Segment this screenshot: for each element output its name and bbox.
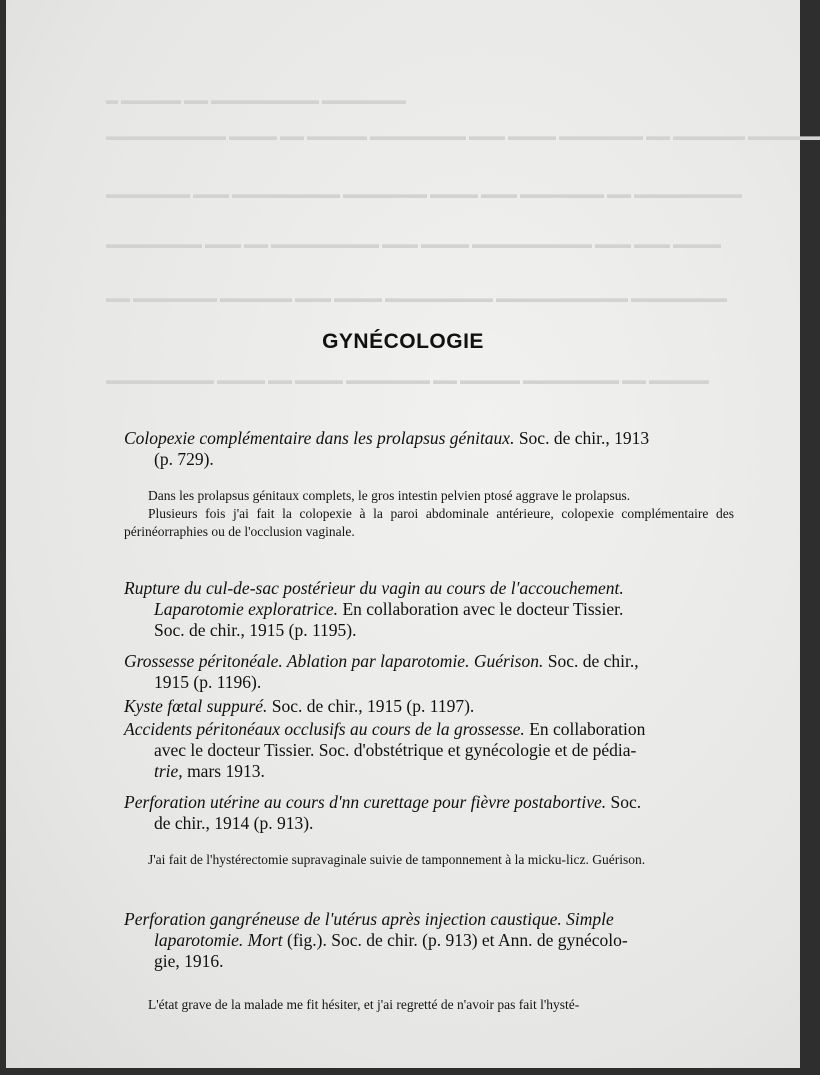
bleed-through: ▬▬▬▬▬▬▬▬▬▬ ▬▬▬▬ ▬▬ ▬▬▬▬▬ ▬▬▬▬▬▬▬▬ ▬▬▬ ▬▬▬▬ ▬▬▬▬▬▬▬ ▬▬ ▬▬▬▬▬▬ ▬▬▬▬▬▬ <box>106 129 820 143</box>
entry-title: Perforation utérine au cours d'nn curettage pour fièvre postabortive. <box>124 792 607 812</box>
entry-title: Colopexie complémentaire dans les prolapsus génitaux. <box>124 428 515 448</box>
description-paragraph: L'état grave de la malade me fit hésiter, et j'ai regretté de n'avoir pas fait l'hysté- <box>148 997 580 1012</box>
entry-title: Kyste fœtal suppuré. <box>124 696 268 716</box>
bleed-through: ▬▬▬▬▬▬▬ ▬▬▬ ▬▬▬▬▬▬▬▬▬ ▬▬▬▬▬▬▬ ▬▬▬▬ ▬▬▬ ▬▬▬▬▬▬▬ ▬▬ ▬▬▬▬▬▬▬▬▬ <box>106 187 742 201</box>
bibliography-entry <box>124 651 734 693</box>
entry-reference: Soc. de chir., 1913 <box>514 428 650 448</box>
entry-description <box>124 851 734 869</box>
entry-reference: Soc. <box>606 792 642 812</box>
entry-reference: Soc. de chir., <box>543 651 639 671</box>
entry-reference-cont: de chir., 1914 (p. 913). <box>154 813 314 833</box>
entry-line <box>124 599 734 620</box>
entry-description <box>124 487 734 541</box>
bibliography-entry <box>124 428 734 470</box>
bleed-through: ▬▬ ▬▬▬▬▬▬▬ ▬▬▬▬▬▬ ▬▬▬ ▬▬▬▬ ▬▬▬▬▬▬▬▬▬ ▬▬▬▬▬▬▬▬▬▬▬ ▬▬▬▬▬▬▬▬ <box>106 291 727 305</box>
description-paragraph: J'ai fait de l'hystérectomie supravaginale suivie de tamponnement à la micku-licz. Guérison. <box>148 852 646 867</box>
entry-title: Accidents péritonéaux occlusifs au cours de la grossesse. <box>124 719 525 739</box>
bleed-through: ▬ ▬▬▬▬▬ ▬▬ ▬▬▬▬▬▬▬▬▬ ▬▬▬▬▬▬▬ <box>106 93 406 107</box>
entry-title-cont: laparotomie. Mort <box>154 930 283 950</box>
bibliography-entry <box>124 719 734 782</box>
entry-reference: Soc. de chir., 1915 (p. 1197). <box>267 696 475 716</box>
bleed-through: ▬▬▬▬▬▬▬▬▬ ▬▬▬▬ ▬▬ ▬▬▬▬ ▬▬▬▬▬▬▬ ▬▬ ▬▬▬▬▬ ▬▬▬▬▬▬▬▬ ▬▬ ▬▬▬▬▬ <box>106 373 709 387</box>
bleed-through: ▬▬▬▬▬▬▬▬ ▬▬▬ ▬▬ ▬▬▬▬▬▬▬▬▬ ▬▬▬ ▬▬▬▬ ▬▬▬▬▬▬▬▬▬▬ ▬▬▬ ▬▬▬ ▬▬▬▬ <box>106 237 721 251</box>
entry-title: Perforation gangréneuse de l'utérus après injection caustique. Simple <box>124 909 614 929</box>
entry-reference: En collaboration avec le docteur Tissier. <box>338 599 624 619</box>
entry-italic-fragment: trie, <box>154 761 183 781</box>
entry-description <box>124 996 734 1014</box>
entry-reference-cont: Soc. de chir., 1915 (p. 1195). <box>154 620 357 640</box>
entry-line <box>124 930 734 951</box>
bibliography-entry <box>124 792 734 834</box>
section-heading: GYNÉCOLOGIE <box>322 330 484 353</box>
entry-line <box>124 761 734 782</box>
bibliography-entry <box>124 909 734 972</box>
entry-title-cont: Laparotomie exploratrice. <box>154 599 339 619</box>
description-paragraph: Dans les prolapsus génitaux complets, le gros intestin pelvien ptosé aggrave le prolapsus. <box>148 488 631 503</box>
entry-reference-cont: (p. 729). <box>154 449 214 469</box>
entry-title: Grossesse péritonéale. Ablation par laparotomie. Guérison. <box>124 651 544 671</box>
entry-reference: En collaboration <box>524 719 646 739</box>
document-page <box>6 0 820 1068</box>
entry-reference: (fig.). Soc. de chir. (p. 913) et Ann. de gynécolo- <box>282 930 628 950</box>
entry-reference-cont: avec le docteur Tissier. Soc. d'obstétrique et gynécologie et de pédia- <box>154 740 637 760</box>
entry-reference-cont: 1915 (p. 1196). <box>154 672 262 692</box>
entry-reference-cont: mars 1913. <box>182 761 265 781</box>
bibliography-entry <box>124 696 734 717</box>
entry-title: Rupture du cul-de-sac postérieur du vagin au cours de l'accouchement. <box>124 578 624 598</box>
entry-reference-cont: gie, 1916. <box>154 951 224 971</box>
description-paragraph: Plusieurs fois j'ai fait la colopexie à la paroi abdominale antérieure, colopexie complémentaire des périnéorraphies ou de l'occlusion vaginale. <box>124 506 734 539</box>
bibliography-entry <box>124 578 734 641</box>
